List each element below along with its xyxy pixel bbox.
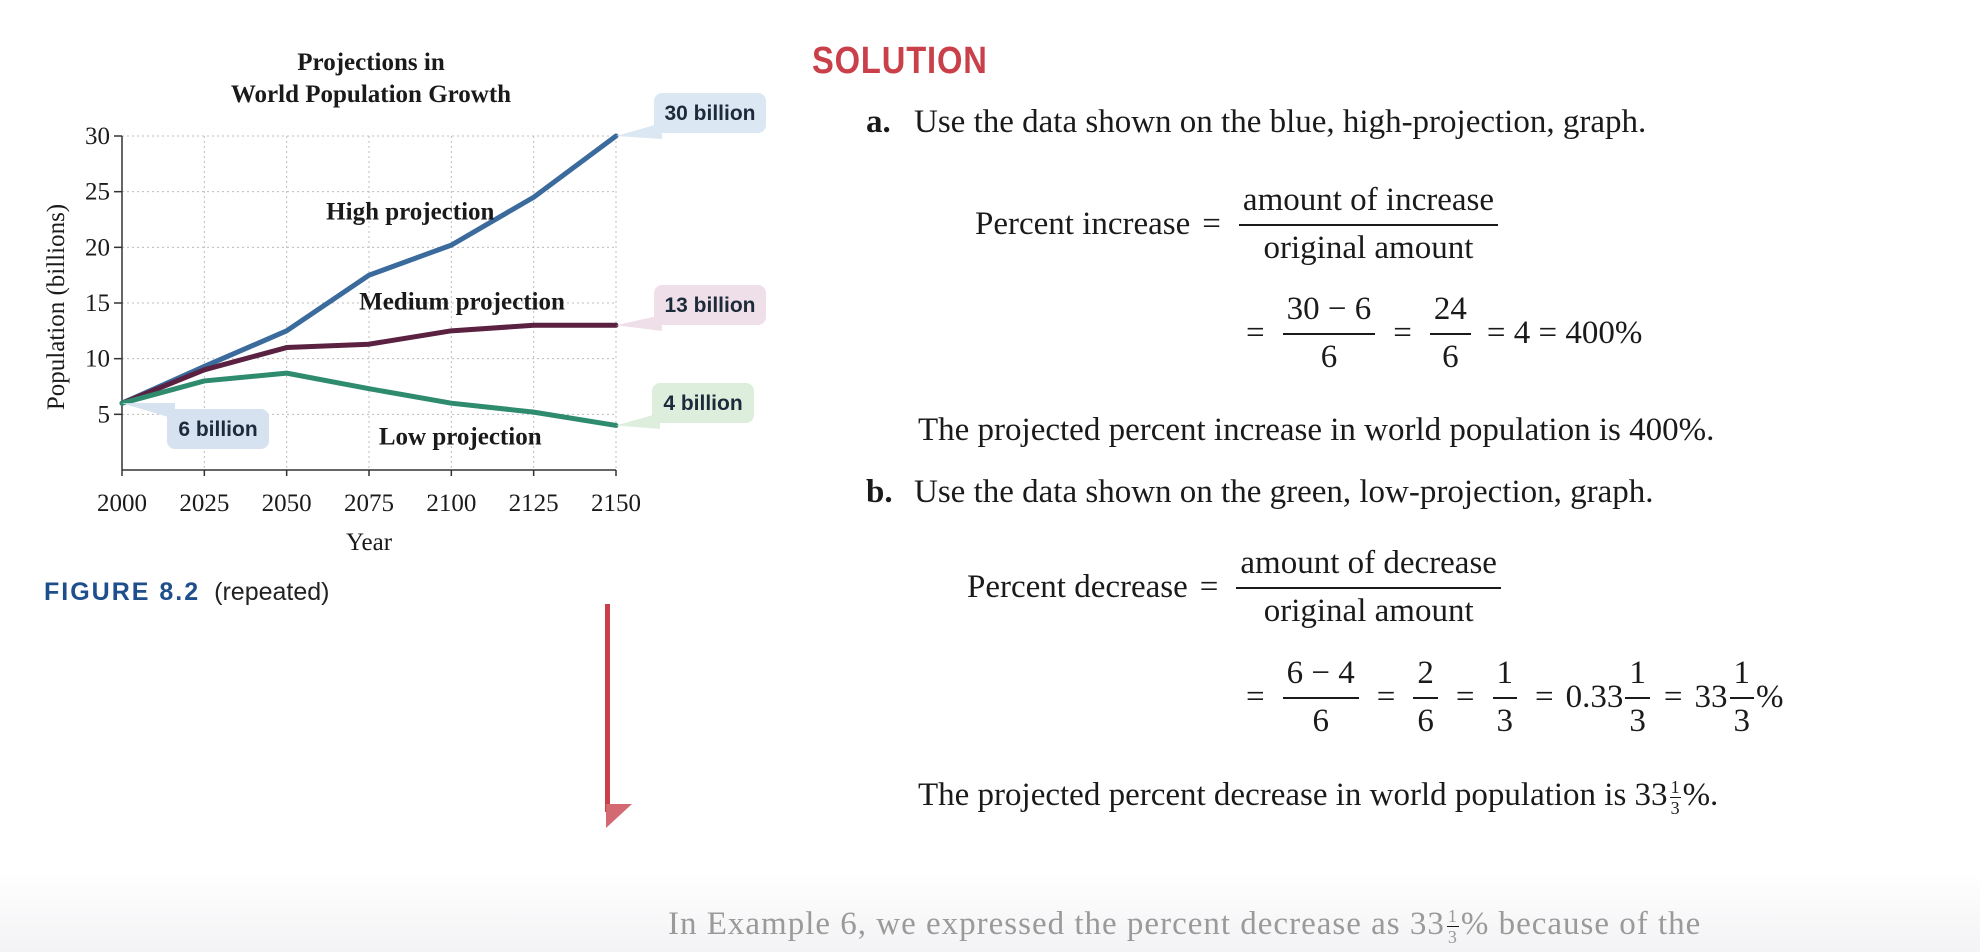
fraction-numerator: 30 − 6 (1283, 291, 1376, 335)
part-a-computation (1234, 291, 1642, 377)
equals-sign: = (1246, 679, 1265, 716)
conclusion-suffix: %. (1682, 777, 1719, 813)
step-fraction-3 (1493, 655, 1518, 741)
footer-next-paragraph (668, 906, 1701, 946)
fraction-numerator: 1 (1625, 655, 1650, 699)
part-a-intro (866, 104, 1646, 141)
callout-label: 6 billion (178, 418, 258, 441)
equals-sign: = (1376, 679, 1396, 716)
figure-label: FIGURE 8.2 (44, 578, 201, 606)
step-fraction-2 (1430, 291, 1471, 377)
fraction-numerator: amount of decrease (1236, 545, 1501, 589)
fraction-numerator: 2 (1413, 655, 1438, 699)
y-tick-label: 25 (85, 178, 110, 206)
fraction-denominator: 6 (1417, 702, 1434, 739)
y-axis-label: Population (billions) (43, 203, 70, 411)
equals-sign: = (1535, 679, 1554, 716)
small-fraction (1447, 907, 1459, 946)
percent-sign: % (1756, 679, 1784, 716)
fraction-numerator: 1 (1493, 655, 1518, 699)
part-b-intro-text: Use the data shown on the green, low-projection, graph. (914, 474, 1654, 510)
fraction-denominator: original amount (1263, 229, 1474, 266)
step-fraction-1 (1283, 655, 1359, 741)
small-fraction (1670, 778, 1681, 817)
fraction-denominator: original amount (1263, 592, 1474, 629)
part-b-conclusion (918, 777, 1718, 817)
series-label: High projection (326, 198, 495, 226)
y-tick-label: 5 (97, 401, 110, 429)
y-tick-label: 15 (85, 290, 110, 317)
step-result: = 4 = 400% (1486, 315, 1643, 352)
figure-note: (repeated) (214, 578, 330, 606)
part-b-formula (967, 545, 1507, 631)
x-tick-label: 2150 (591, 490, 641, 517)
fraction-numerator: amount of increase (1239, 182, 1498, 226)
part-a-formula-fraction (1239, 182, 1498, 268)
x-tick-label: 2075 (344, 490, 394, 517)
fraction-numerator: 1 (1447, 905, 1458, 926)
callout-label: 30 billion (664, 102, 756, 125)
step-fraction-2 (1413, 655, 1438, 741)
series-label: Low projection (378, 423, 542, 451)
footer-text: In Example 6, we expressed the percent decrease as 33 (668, 906, 1445, 942)
fraction-denominator: 6 (1312, 702, 1329, 739)
fraction-numerator: 1 (1730, 655, 1755, 699)
y-tick-label: 20 (85, 234, 110, 262)
mixed-number-2 (1695, 655, 1784, 741)
chart-title-line: World Population Growth (230, 81, 512, 108)
fraction-numerator: 1 (1670, 776, 1680, 797)
x-tick-label: 2000 (97, 490, 147, 517)
step-fraction-1 (1283, 291, 1376, 377)
part-a-lhs: Percent increase (975, 206, 1191, 243)
part-b-lhs: Percent decrease (967, 569, 1188, 606)
x-tick-label: 2100 (426, 490, 477, 517)
figure-caption (44, 578, 330, 607)
population-projection-chart (0, 0, 780, 560)
fraction-denominator: 3 (1670, 797, 1680, 818)
x-tick-label: 2025 (179, 490, 230, 517)
part-b-letter: b. (866, 474, 893, 510)
mixed-fraction (1625, 655, 1650, 741)
fraction-denominator: 3 (1629, 702, 1646, 739)
mixed-whole: 0.33 (1565, 679, 1624, 716)
mixed-whole: 33 (1694, 679, 1728, 716)
x-axis-label: Year (345, 529, 393, 556)
equals-sign: = (1455, 679, 1475, 716)
fraction-denominator: 3 (1733, 702, 1750, 739)
equals-sign: = (1202, 206, 1221, 243)
mixed-number-1 (1566, 655, 1652, 741)
equals-sign: = (1199, 569, 1219, 606)
fraction-numerator: 6 − 4 (1283, 655, 1359, 699)
down-arrow-line (605, 604, 610, 812)
fraction-denominator: 3 (1447, 926, 1458, 947)
equals-sign: = (1393, 315, 1412, 352)
fraction-numerator: 24 (1430, 291, 1471, 335)
fraction-denominator: 6 (1442, 338, 1459, 375)
footer-suffix: % because of the (1460, 906, 1702, 942)
mixed-fraction (1730, 655, 1755, 741)
part-b-intro (866, 474, 1654, 511)
part-b-computation (1234, 655, 1784, 741)
equals-sign: = (1663, 679, 1683, 716)
x-tick-label: 2050 (261, 490, 312, 517)
solution-heading: SOLUTION (812, 40, 988, 82)
chart-title-line: Projections in (297, 49, 445, 76)
series-label: Medium projection (359, 288, 565, 316)
equals-sign: = (1246, 315, 1265, 352)
down-arrow-head (606, 804, 632, 828)
part-b-formula-fraction (1236, 545, 1501, 631)
part-a-conclusion: The projected percent increase in world population is 400%. (918, 412, 1715, 448)
callout-label: 4 billion (663, 392, 743, 415)
fraction-denominator: 6 (1320, 338, 1338, 375)
conclusion-text: The projected percent decrease in world population is 33 (918, 777, 1668, 813)
y-tick-label: 30 (85, 123, 110, 150)
y-tick-label: 10 (85, 345, 110, 373)
part-a-intro-text: Use the data shown on the blue, high-projection, graph. (914, 104, 1647, 140)
callout-label: 13 billion (664, 294, 756, 317)
part-a-formula (975, 182, 1504, 268)
fraction-denominator: 3 (1496, 702, 1513, 739)
x-tick-label: 2125 (508, 490, 559, 517)
part-a-letter: a. (866, 104, 891, 140)
